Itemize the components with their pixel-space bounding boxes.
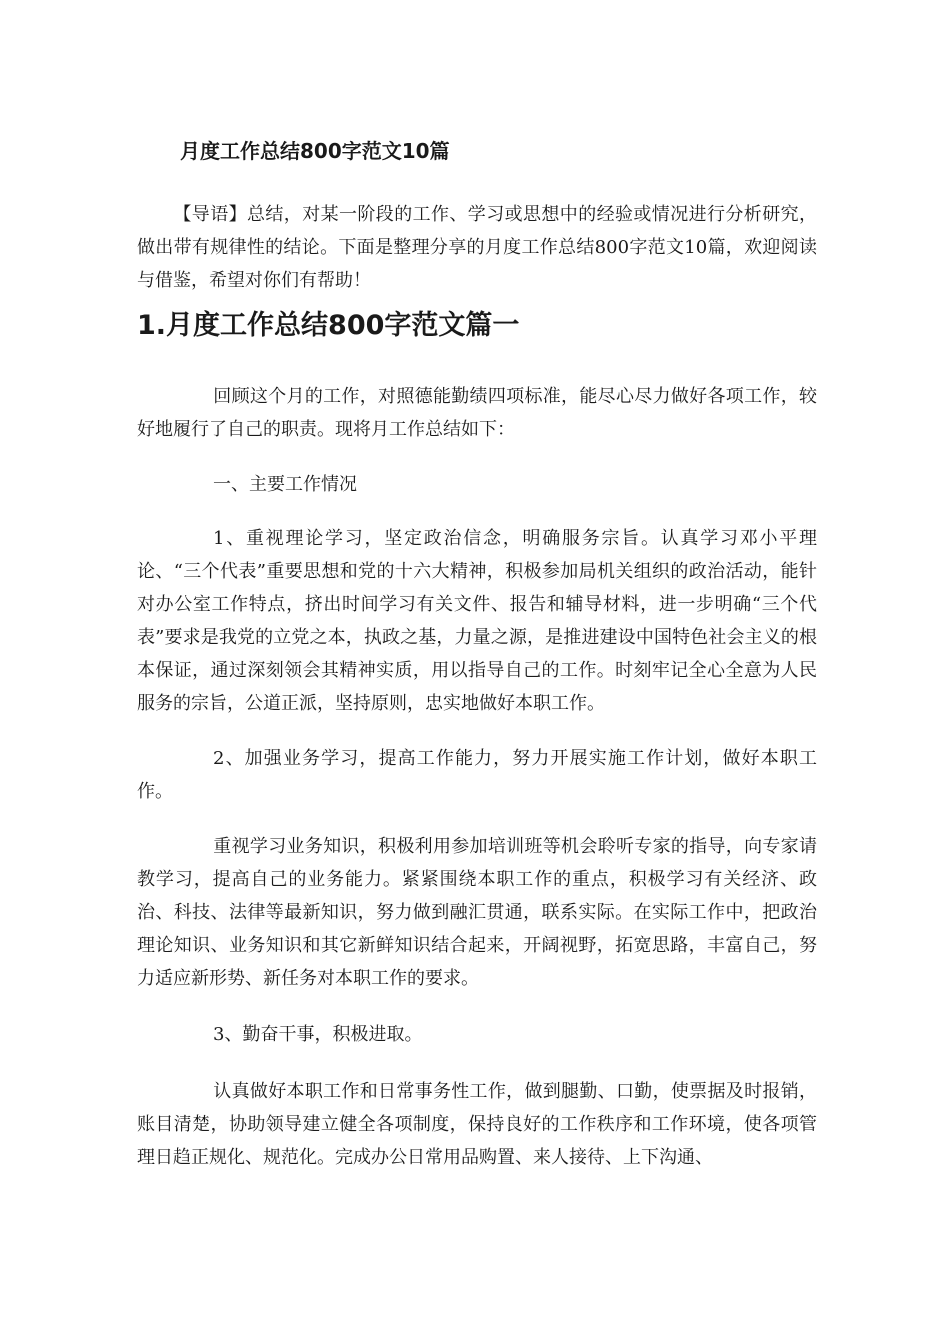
paragraph-text: 认真做好本职工作和日常事务性工作，做到腿勤、口勤，使票据及时报销，账目清楚，协助领导建立健全各项制度，保持良好的工作秩序和工作环境，使各项管理日趋正规化、规范化。完成办公日常用品购置、来人接待、上下沟通、 (137, 1081, 817, 1168)
paragraph-text: 重视学习业务知识，积极利用参加培训班等机会聆听专家的指导，向专家请教学习，提高自己的业务能力。紧紧围绕本职工作的重点，积极学习有关经济、政治、科技、法律等最新知识，努力做到融汇贯通，联系实际。在实际工作中，把政治理论知识、业务知识和其它新鲜知识结合起来，开阔视野，拓宽思路，丰富自己，努力适应新形势、新任务对本职工作的要求。 (137, 836, 817, 989)
intro-text: 【导语】总结，对某一阶段的工作、学习或思想中的经验或情况进行分析研究，做出带有规律性的结论。下面是整理分享的月度工作总结800字范文10篇，欢迎阅读与借鉴，希望对你们有帮助！ (137, 204, 817, 291)
body-paragraph (137, 742, 817, 808)
document-title: 月度工作总结800字范文10篇 (180, 139, 450, 163)
paragraph-text: 2、加强业务学习，提高工作能力，努力开展实施工作计划，做好本职工作。 (137, 748, 817, 802)
body-paragraph (137, 830, 817, 995)
paragraph-text: 回顾这个月的工作，对照德能勤绩四项标准，能尽心尽力做好各项工作，较好地履行了自己的职责。现将月工作总结如下： (137, 386, 817, 440)
body-paragraph (137, 380, 817, 446)
body-paragraph (137, 1075, 817, 1174)
subsection-heading (137, 468, 817, 501)
intro-paragraph (137, 198, 817, 297)
paragraph-text: 1、重视理论学习，坚定政治信念，明确服务宗旨。认真学习邓小平理论、“三个代表”重要思想和党的十六大精神，积极参加局机关组织的政治活动，能针对办公室工作特点，挤出时间学习有关文件、报告和辅导材料，进一步明确“三个代表”要求是我党的立党之本，执政之基，力量之源，是推进建设中国特色社会主义的根本保证，通过深刻领会其精神实质，用以指导自己的工作。时刻牢记全心全意为人民服务的宗旨，公道正派，坚持原则，忠实地做好本职工作。 (137, 528, 817, 714)
body-paragraph (137, 522, 817, 720)
paragraph-text: 一、主要工作情况 (213, 474, 357, 495)
body-paragraph (137, 1018, 817, 1051)
paragraph-text: 3、勤奋干事，积极进取。 (213, 1024, 423, 1045)
section-heading: 1.月度工作总结800字范文篇一 (137, 310, 520, 341)
